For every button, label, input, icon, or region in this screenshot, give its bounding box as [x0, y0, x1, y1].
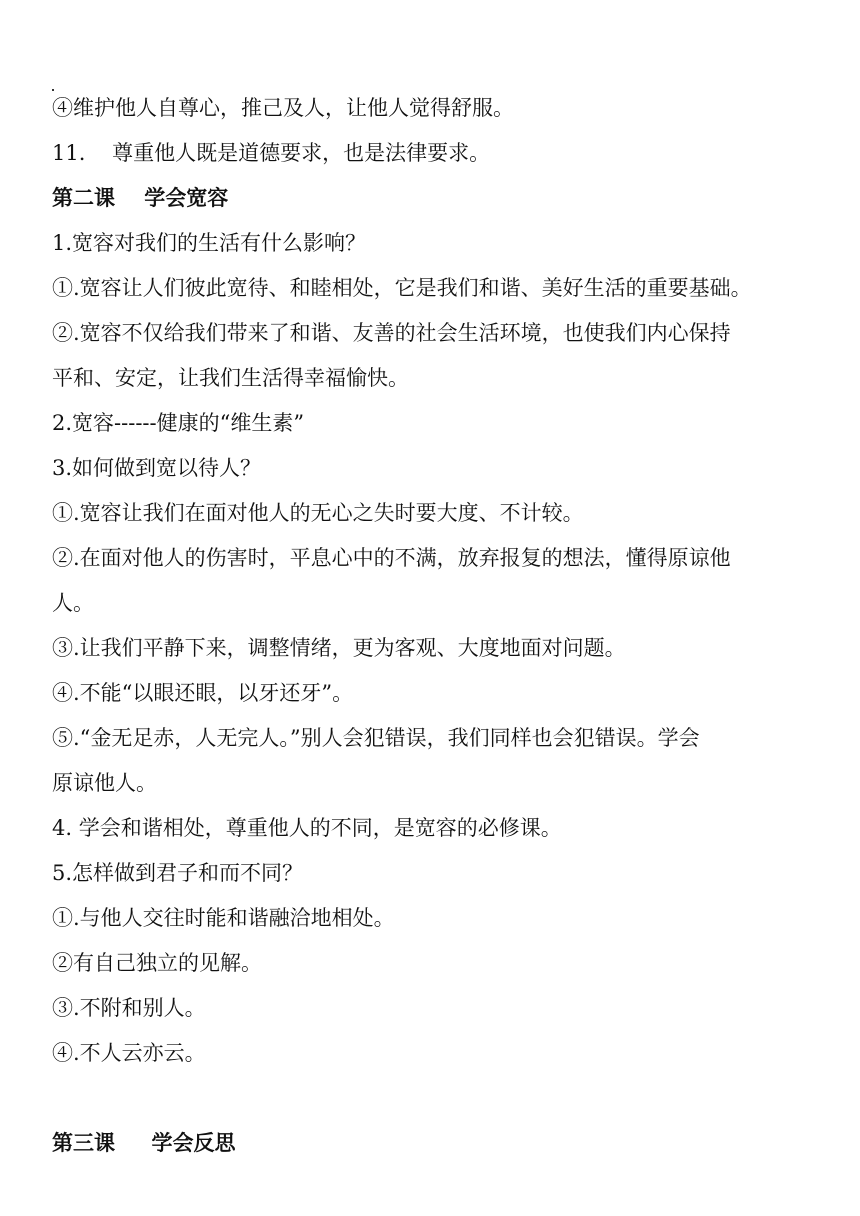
text-line: 4. 学会和谐相处，尊重他人的不同，是宽容的必修课。 — [52, 816, 562, 840]
text-line: 平和、安定，让我们生活得幸福愉快。 — [52, 366, 409, 390]
text-line: ③.不附和别人。 — [52, 996, 206, 1020]
text-line: ②.在面对他人的伤害时，平息心中的不满，放弃报复的想法，懂得原谅他 — [52, 546, 731, 570]
section-heading: 第三课 学会反思 — [52, 1131, 236, 1155]
text-line: ②有自己独立的见解。 — [52, 951, 262, 975]
text-line: 11. 尊重他人既是道德要求，也是法律要求。 — [52, 141, 491, 165]
section-heading: 第二课 学会宽容 — [52, 186, 229, 210]
text-line: 2.宽容------健康的“维生素” — [52, 411, 305, 435]
text-line: 人。 — [52, 591, 94, 615]
text-line: 5.怎样做到君子和而不同？ — [52, 861, 304, 885]
text-line: ④.不人云亦云。 — [52, 1041, 206, 1065]
text-line: ⑤.“金无足赤，人无完人。”别人会犯错误，我们同样也会犯错误。学会 — [52, 726, 700, 750]
text-line: ①.与他人交往时能和谐融洽地相处。 — [52, 906, 395, 930]
text-line: ④.不能“以眼还眼，以牙还牙”。 — [52, 681, 354, 705]
text-line: ①.宽容让人们彼此宽待、和睦相处，它是我们和谐、美好生活的重要基础。 — [52, 276, 752, 300]
stray-dot — [52, 89, 54, 91]
text-line: ③.让我们平静下来，调整情绪，更为客观、大度地面对问题。 — [52, 636, 626, 660]
text-line: ①.宽容让我们在面对他人的无心之失时要大度、不计较。 — [52, 501, 584, 525]
text-line: ④维护他人自尊心，推己及人，让他人觉得舒服。 — [52, 96, 514, 120]
text-line: ②.宽容不仅给我们带来了和谐、友善的社会生活环境，也使我们内心保持 — [52, 321, 731, 345]
text-line: 3.如何做到宽以待人？ — [52, 456, 262, 480]
text-line: 原谅他人。 — [52, 771, 157, 795]
text-line: 1.宽容对我们的生活有什么影响？ — [52, 231, 367, 255]
